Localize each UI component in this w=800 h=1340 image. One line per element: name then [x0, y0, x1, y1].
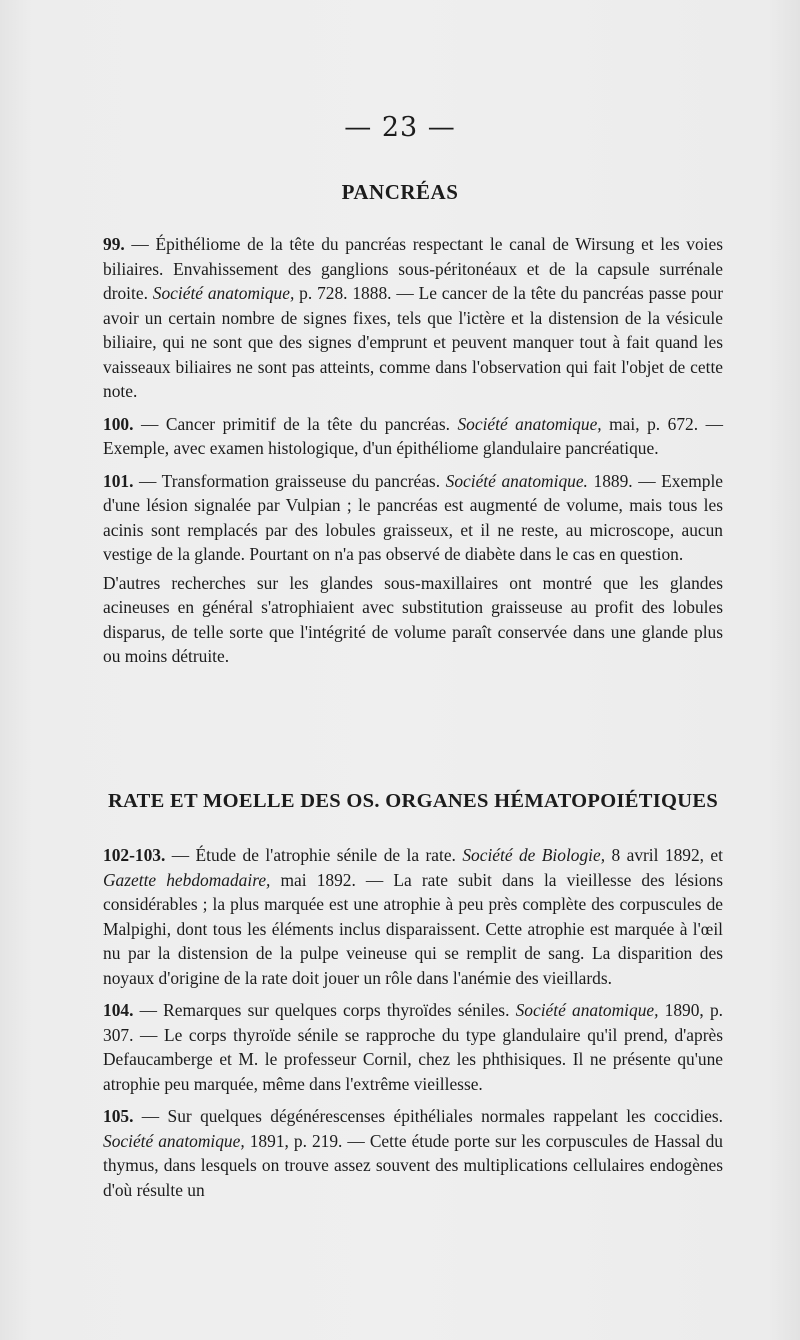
entry-text: mai 1892. — La rate subit dans la vieillesse des lésions considérables ; la plus marquée est une atrophie à peu près complète des corpuscules de Malpighi, dont tous les éléments inclus disparaissent. Cette atrophie est marquée à l'œil nu par la distension de la pulpe veineuse qui se remplit de sang. La disparition des noyaux d'origine de la rate doit jouer un rôle dans l'anémie des vieillards. — [103, 869, 724, 988]
entry-number: 100. — [103, 413, 134, 434]
section-body-rate — [103, 843, 723, 1202]
entry-text: — Épithéliome de la tête du pancréas respectant le canal de Wirsung et les voies biliaires. Envahissement des ganglions sous-péritonéaux et de la capsule surrénale droite. — [103, 234, 723, 303]
entry-text: — Transformation graisseuse du pancréas. — [133, 470, 446, 491]
entry-105 — [103, 1104, 723, 1202]
entry-104 — [103, 998, 723, 1096]
entry-text: — Sur quelques dégénérescenses épithéliales normales rappelant les coccidies. — [133, 1106, 723, 1126]
entry-text: — Étude de l'atrophie sénile de la rate. — [165, 845, 463, 865]
entry-source: Société anatomique, — [103, 1130, 245, 1151]
paragraph-glandes: D'autres recherches sur les glandes sous-maxillaires ont montré que les glandes acineuses en général s'atrophiaient avec substitution graisseuse au profit des lobules disparus, de telle sorte que l'intégrité de volume paraît conservée dans une glande plus ou moins détruite. — [103, 572, 723, 666]
entry-source: Société anatomique. — [445, 470, 588, 491]
page-number: — 23 — — [344, 112, 456, 143]
entry-number: 105. — [103, 1106, 134, 1126]
entry-99 — [103, 232, 723, 404]
section-title-pancreas: PANCRÉAS — [341, 180, 459, 204]
entry-102-103 — [103, 843, 723, 990]
entry-number: 104. — [103, 1000, 134, 1020]
section-title-rate: RATE ET MOELLE DES OS. ORGANES HÉMATOPOIÉTIQUES — [107, 790, 719, 812]
entry-text: mai, p. 672. — Exemple, avec examen histologique, d'un épithéliome glandulaire pancréatique. — [103, 413, 723, 458]
entry-text: 8 avril 1892, et — [605, 845, 723, 865]
entry-source: Société anatomique, — [515, 1000, 659, 1020]
entry-number: 99. — [103, 234, 125, 254]
entry-source: Société anatomique, — [457, 413, 602, 434]
entry-source: Société de Biologie, — [462, 845, 606, 865]
entry-text: 1890, p. 307. — Le corps thyroïde sénile se rapproche du type glandulaire qu'il prend, d'après Defaucamberge et M. le professeur Cornil, chez les phthisiques. Il ne présente qu'une atrophie peu marquée, même dans l'extrême vieillesse. — [103, 1000, 723, 1094]
entry-101 — [103, 469, 723, 567]
entry-text: p. 728. 1888. — Le cancer de la tête du pancréas passe pour avoir un certain nombre de signes fixes, tels que l'ictère et la distension de la vésicule biliaire, qui ne sont que des signes d'emprunt et peuvent manquer tout à fait quand les vaisseaux biliaires ne sont pas atteints, comme dans l'observation qui fait l'objet de cette note. — [103, 283, 723, 401]
entry-100 — [103, 412, 723, 461]
entry-text: — Cancer primitif de la tête du pancréas. — [133, 413, 458, 434]
entry-text: 1891, p. 219. — Cette étude porte sur les corpuscules de Hassal du thymus, dans lesquels on trouve assez souvent des multiplications cellulaires endogènes d'où résulte un — [103, 1130, 723, 1200]
entry-number: 101. — [103, 470, 134, 491]
entry-text: — Remarques sur quelques corps thyroïdes séniles. — [133, 1000, 516, 1020]
section-body-pancreas — [103, 232, 723, 669]
entry-number: 102-103. — [103, 845, 166, 865]
entry-text: 1889. — Exemple d'une lésion signalée par Vulpian ; le pancréas est augmenté de volume, mais tous les acinis sont remplacés par des lobules graisseux, et il ne reste, au microscope, aucun vestige de la glande. Pourtant on n'a pas observé de diabète dans le cas en question. — [103, 470, 723, 564]
entry-source: Gazette hebdomadaire, — [103, 869, 271, 890]
entry-source: Société anatomique, — [152, 283, 295, 303]
